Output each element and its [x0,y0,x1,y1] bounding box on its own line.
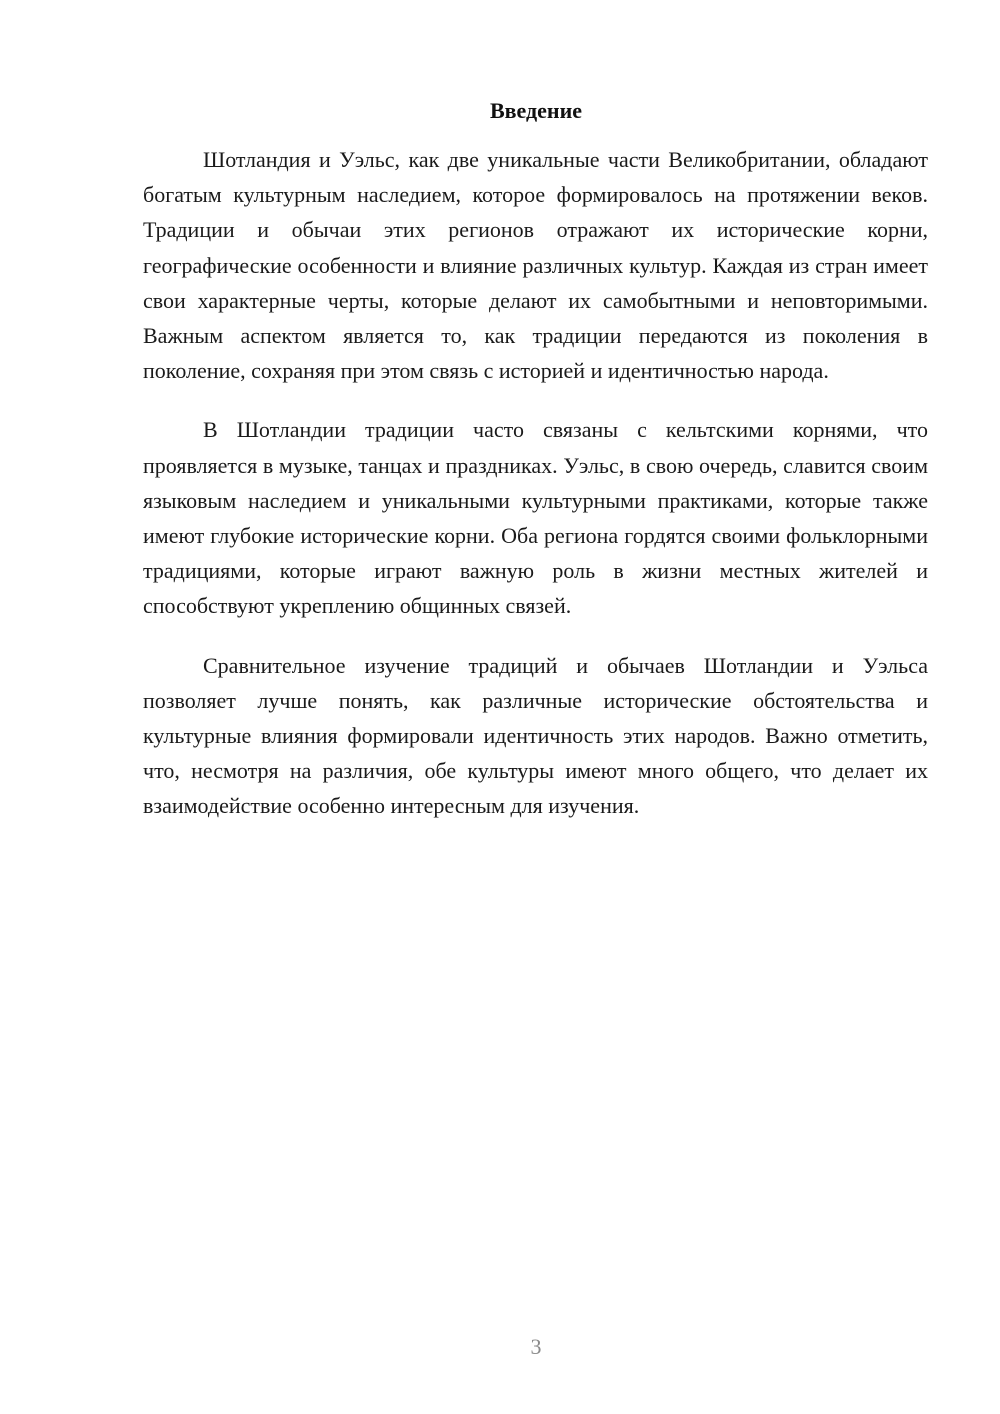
paragraph-2: В Шотландии традиции часто связаны с кельтскими корнями, что проявляется в музыке, танцах и праздниках. Уэльс, в свою очередь, славится своим языковым наследием и уникальными культурными практиками, которые также имеют глубокие исторические корни. Оба региона гордятся своими фольклорными традициями, которые играют важную роль в жизни местных жителей и способствуют укреплению общинных связей. [143,417,928,619]
body-text [143,142,928,848]
paragraph-3: Сравнительное изучение традиций и обычаев Шотландии и Уэльса позволяет лучше понять, как различные исторические обстоятельства и культурные влияния формировали идентичность этих народов. Важно отметить, что, несмотря на различия, обе культуры имеют много общего, что делает их взаимодействие особенно интересным для изучения. [143,652,928,819]
paragraph-1: Шотландия и Уэльс, как две уникальные части Великобритании, обладают богатым культурным наследием, которое формировалось на протяжении веков. Традиции и обычаи этих регионов отражают их исторические корни, географические особенности и влияние различных культур. Каждая из стран имеет свои характерные черты, которые делают их самобытными и неповторимыми. Важным аспектом является то, как традиции передаются из поколения в поколение, сохраняя при этом связь с историей и идентичностью народа. [143,147,928,384]
section-title: Введение [489,98,583,123]
page-number: 3 [530,1334,542,1359]
